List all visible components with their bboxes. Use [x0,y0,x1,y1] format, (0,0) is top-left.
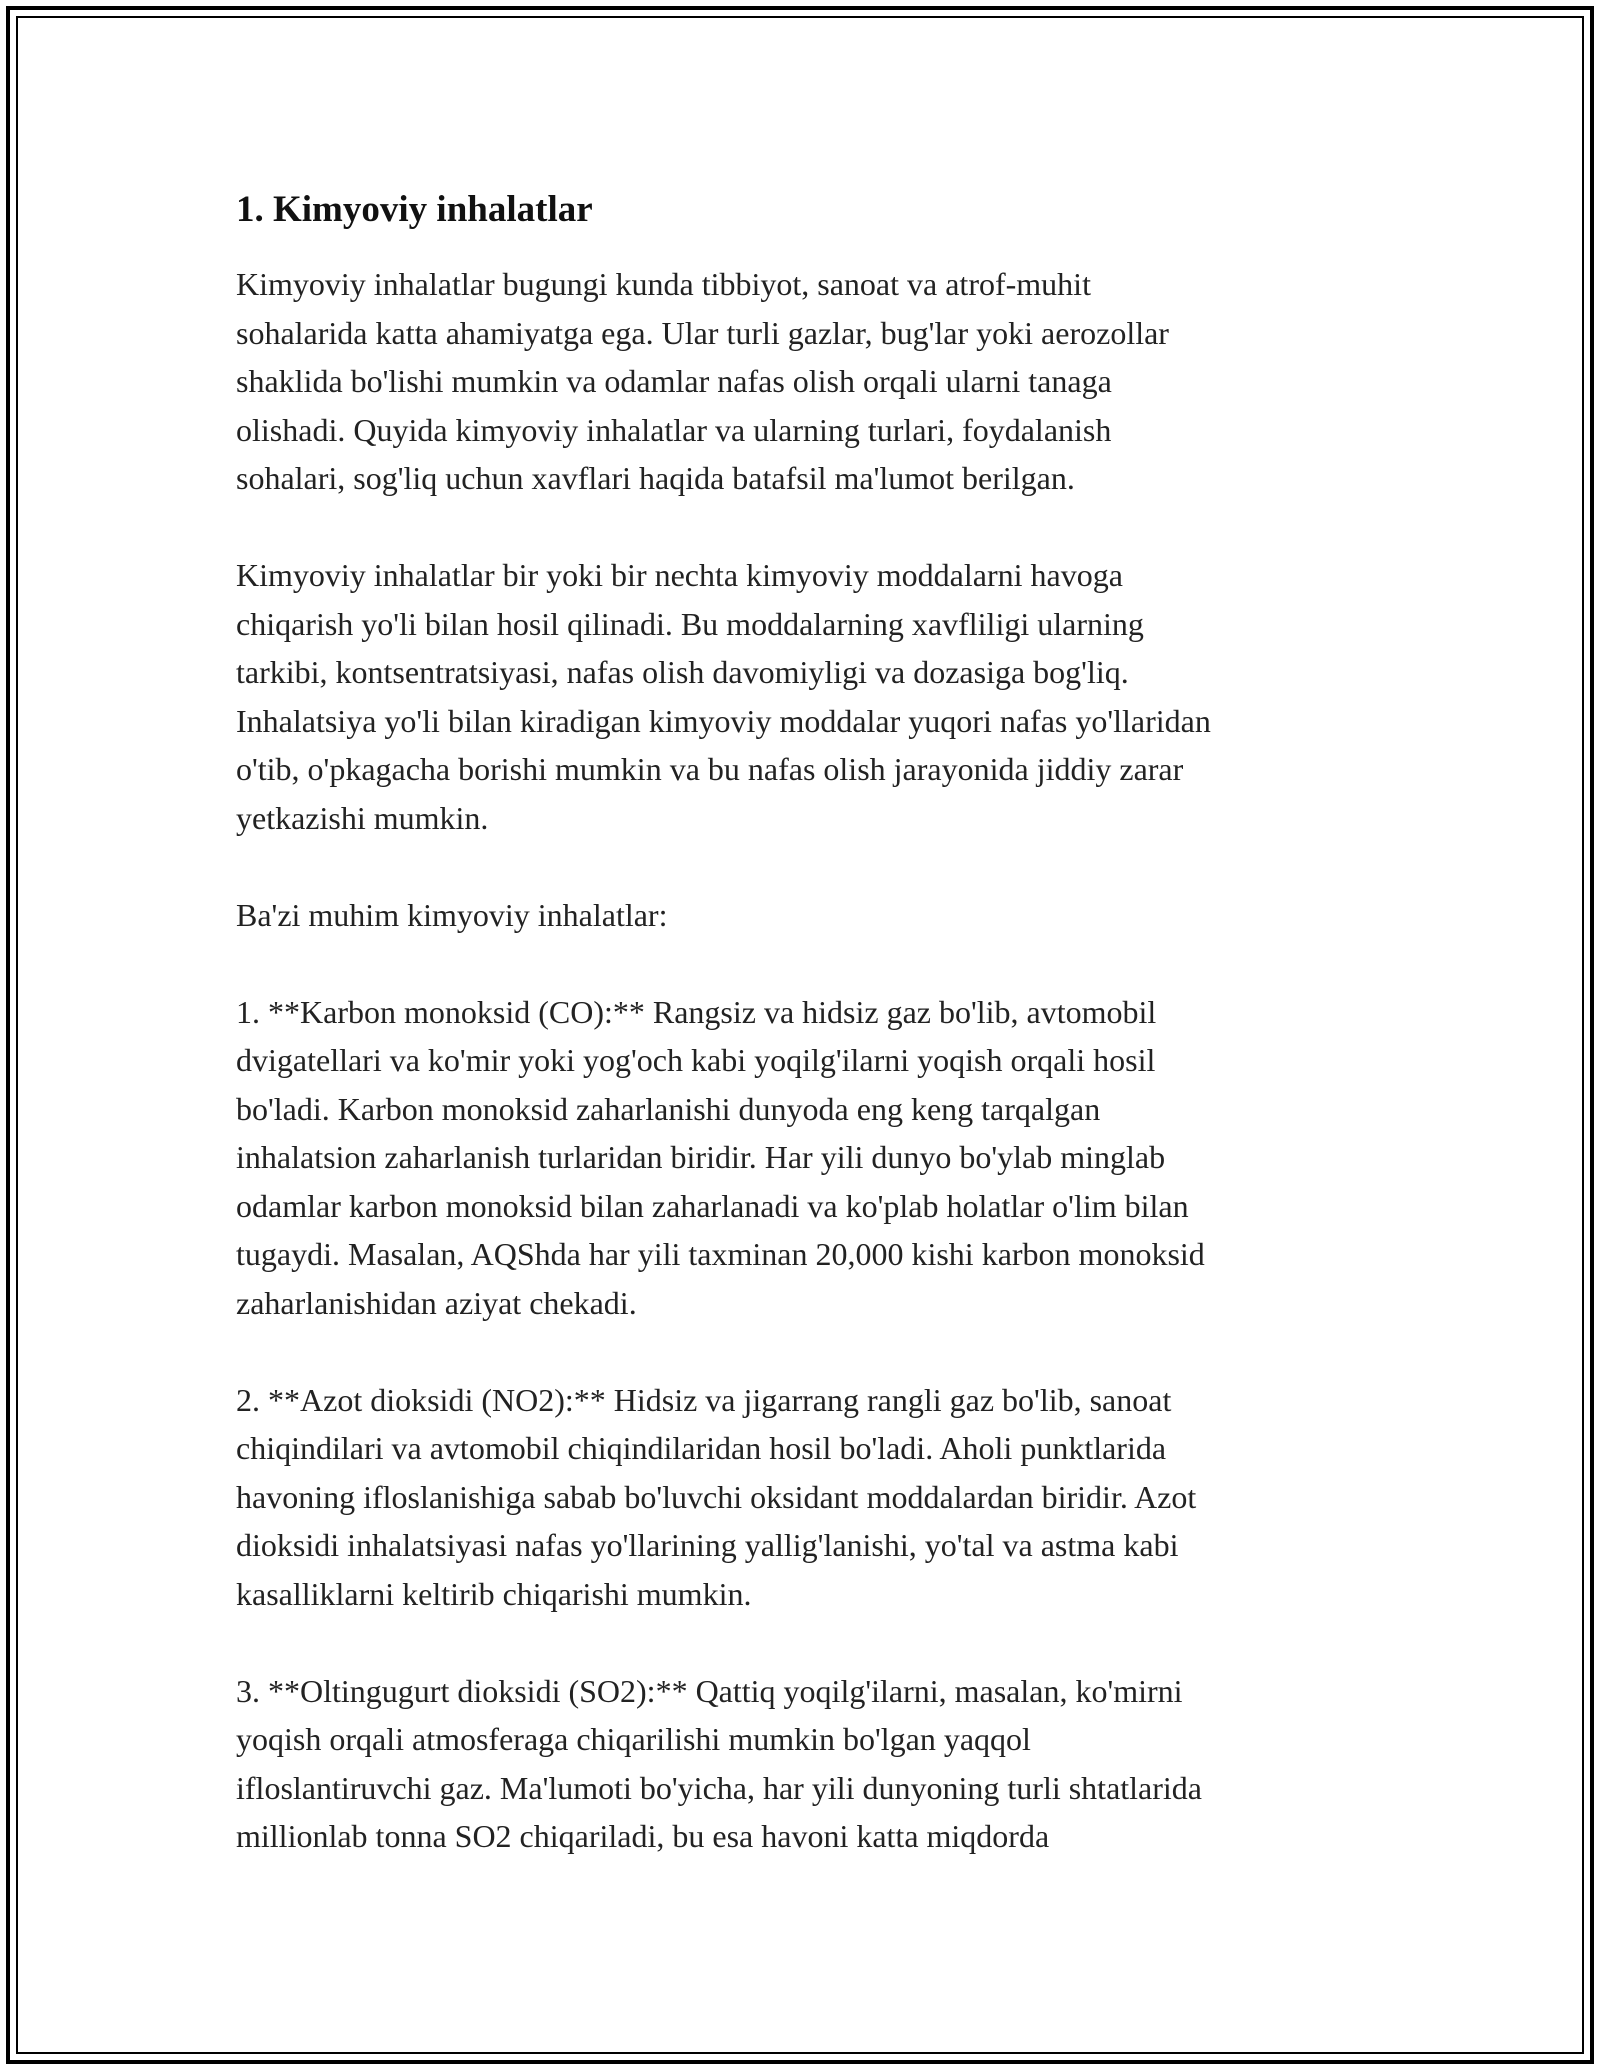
list-item-sulfur-dioxide: 3. **Oltingugurt dioksidi (SO2):** Qattiq yoqilg'ilarni, masalan, ko'mirni yoqish orqali atmosferaga chiqarilishi mumkin bo'lgan yaqqol ifloslantiruvchi gaz. Ma'lumoti bo'yicha, har yili dunyoning turli shtatlarida millionlab tonna SO2 chiqariladi, bu esa havoni katta miqdorda [236,1672,1202,1854]
intro-paragraph: Kimyoviy inhalatlar bugungi kunda tibbiyot, sanoat va atrof-muhit sohalarida katta ahamiyatga ega. Ular turli gazlar, bug'lar yoki aerozollar shaklida bo'lishi mumkin va odamlar nafas olish orqali ularni tanaga olishadi. Quyida kimyoviy inhalatlar va ularning turlari, foydalanish sohalari, sog'liq uchun xavflari haqida batafsil ma'lumot berilgan. [236,266,1169,496]
document-body [236,186,1366,1909]
section-heading: 1. Kimyoviy inhalatlar [236,189,593,230]
formation-paragraph: Kimyoviy inhalatlar bir yoki bir nechta kimyoviy moddalarni havoga chiqarish yo'li bilan hosil qilinadi. Bu moddalarning xavfliligi ularning tarkibi, kontsentratsiyasi, nafas olish davomiyligi va dozasiga bog'liq. Inhalatsiya yo'li bilan kiradigan kimyoviy moddalar yuqori nafas yo'llaridan o'tib, o'pkagacha borishi mumkin va bu nafas olish jarayonida jiddiy zarar yetkazishi mumkin. [236,557,1211,836]
list-item-nitrogen-dioxide: 2. **Azot dioksidi (NO2):** Hidsiz va jigarrang rangli gaz bo'lib, sanoat chiqindilari va avtomobil chiqindilaridan hosil bo'ladi. Aholi punktlarida havoning ifloslanishiga sabab bo'luvchi oksidant moddalardan biridir. Azot dioksidi inhalatsiyasi nafas yo'llarining yallig'lanishi, yo'tal va astma kabi kasalliklarni keltirib chiqarishi mumkin. [236,1381,1197,1612]
list-intro-paragraph: Ba'zi muhim kimyoviy inhalatlar: [236,896,668,933]
list-item-carbon-monoxide: 1. **Karbon monoksid (CO):** Rangsiz va hidsiz gaz bo'lib, avtomobil dvigatellari va ko'mir yoki yog'och kabi yoqilg'ilarni yoqish orqali hosil bo'ladi. Karbon monoksid zaharlanishi dunyoda eng keng tarqalgan inhalatsion zaharlanish turlaridan biridir. Har yili dunyo bo'ylab minglab odamlar karbon monoksid bilan zaharlanadi va ko'plab holatlar o'lim bilan tugaydi. Masalan, AQShda har yili taxminan 20,000 kishi karbon monoksid zaharlanishidan aziyat chekadi. [236,993,1205,1321]
